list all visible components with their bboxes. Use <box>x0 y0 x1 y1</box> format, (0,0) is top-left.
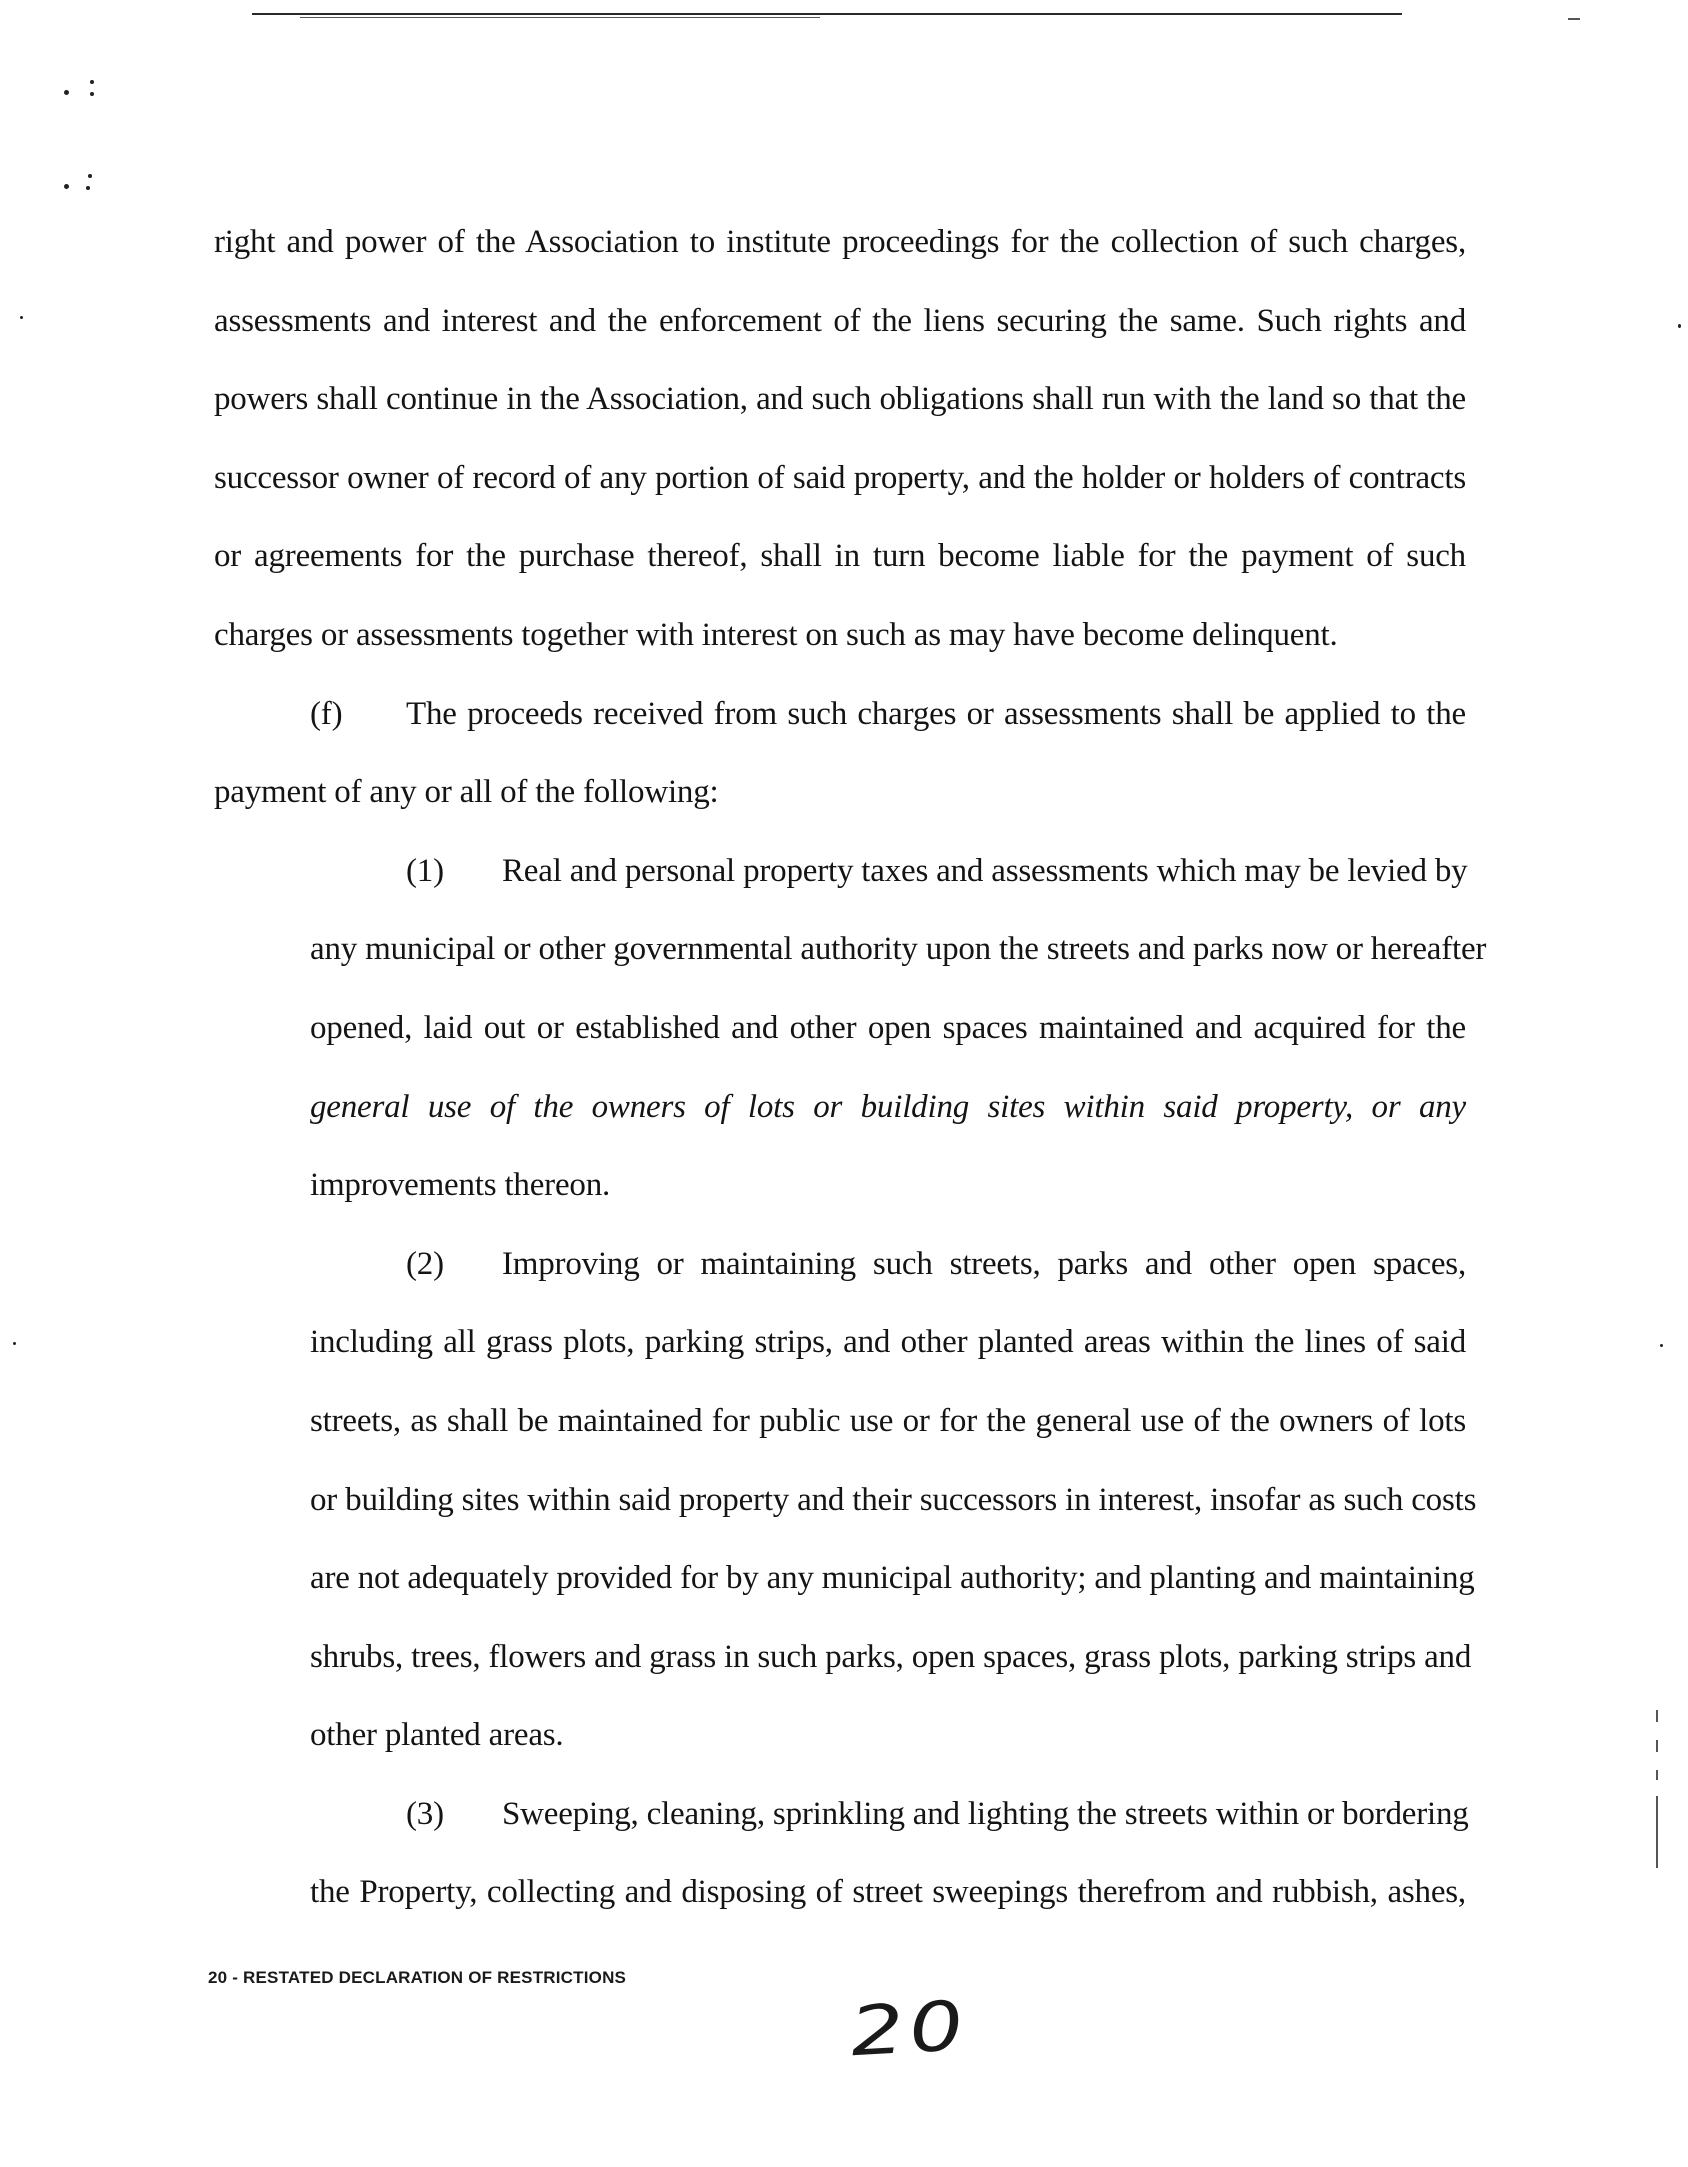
scan-speck <box>90 92 94 96</box>
right-margin-scan-mark <box>1656 1770 1658 1780</box>
text-line: streets, as shall be maintained for public use or for the general use of the owners of lots <box>310 1402 1466 1439</box>
list-item-1 <box>214 832 1487 1225</box>
text-line: right and power of the Association to institute proceedings for the collection of such charges, <box>214 224 1466 260</box>
text-line: any municipal or other governmental authority upon the streets and parks now or hereafter <box>310 931 1487 968</box>
text-line-content: Real and personal property taxes and assessments which may be levied by <box>502 852 1468 889</box>
right-margin-scan-mark <box>1656 1740 1658 1752</box>
scan-speck <box>1678 324 1681 328</box>
text-line: powers shall continue in the Association, and such obligations shall run with the land so that the <box>214 381 1466 418</box>
paragraph-f <box>214 675 1466 832</box>
text-line: payment of any or all of the following: <box>214 774 719 811</box>
scan-speck <box>1660 1344 1663 1347</box>
text-line: other planted areas. <box>310 1717 564 1754</box>
scan-speck <box>13 1342 16 1345</box>
top-scan-rule <box>252 13 1402 15</box>
list-item-marker: (1) <box>406 852 444 889</box>
text-line <box>310 1225 1466 1304</box>
text-line <box>310 832 1466 911</box>
text-line: shrubs, trees, flowers and grass in such parks, open spaces, grass plots, parking strips and <box>310 1638 1472 1675</box>
text-line: or agreements for the purchase thereof, shall in turn become liable for the payment of such <box>214 538 1466 575</box>
text-line: or building sites within said property and their successors in interest, insofar as such costs <box>310 1481 1477 1518</box>
text-line: improvements thereon. <box>310 1167 611 1204</box>
scan-speck <box>90 80 94 84</box>
scan-speck <box>64 184 69 189</box>
scan-speck <box>88 174 92 178</box>
text-line: the Property, collecting and disposing of street sweepings therefrom and rubbish, ashes, <box>310 1874 1466 1911</box>
text-line <box>214 675 1466 754</box>
text-line: including all grass plots, parking strips, and other planted areas within the lines of said <box>310 1324 1466 1361</box>
right-margin-scan-mark <box>1656 1796 1658 1868</box>
handwritten-page-number: 20 <box>846 1986 972 2073</box>
text-line: general use of the owners of lots or building sites within said property, or any <box>310 1088 1466 1125</box>
text-line-content: The proceeds received from such charges or assessments shall be applied to the <box>406 695 1466 732</box>
text-line: charges or assessments together with interest on such as may have become delinquent. <box>214 616 1338 653</box>
text-line: assessments and interest and the enforcement of the liens securing the same. Such rights and <box>214 302 1466 339</box>
document-body <box>214 203 1487 1932</box>
scan-speck <box>20 316 23 319</box>
text-line-content: Sweeping, cleaning, sprinkling and lighting the streets within or bordering <box>502 1795 1469 1832</box>
text-line-content: Improving or maintaining such streets, parks and other open spaces, <box>502 1245 1466 1282</box>
text-line: opened, laid out or established and other open spaces maintained and acquired for the <box>310 1009 1466 1046</box>
text-line: are not adequately provided for by any municipal authority; and planting and maintaining <box>310 1560 1475 1597</box>
paragraph-continuation <box>214 203 1466 675</box>
list-item-marker: (3) <box>406 1795 444 1832</box>
list-item-2 <box>214 1225 1477 1775</box>
page-footer: 20 - RESTATED DECLARATION OF RESTRICTIONS <box>208 1968 627 1987</box>
right-margin-scan-mark <box>1656 1710 1658 1722</box>
list-item-3 <box>214 1775 1469 1932</box>
text-line: successor owner of record of any portion of said property, and the holder or holders of contracts <box>214 459 1466 496</box>
top-scan-rule-secondary <box>300 17 820 18</box>
text-line <box>310 1775 1469 1854</box>
paragraph-marker: (f) <box>310 695 343 732</box>
scan-speck <box>86 186 90 190</box>
top-right-scan-dash <box>1568 18 1580 20</box>
scan-speck <box>64 90 69 95</box>
list-item-marker: (2) <box>406 1245 444 1282</box>
